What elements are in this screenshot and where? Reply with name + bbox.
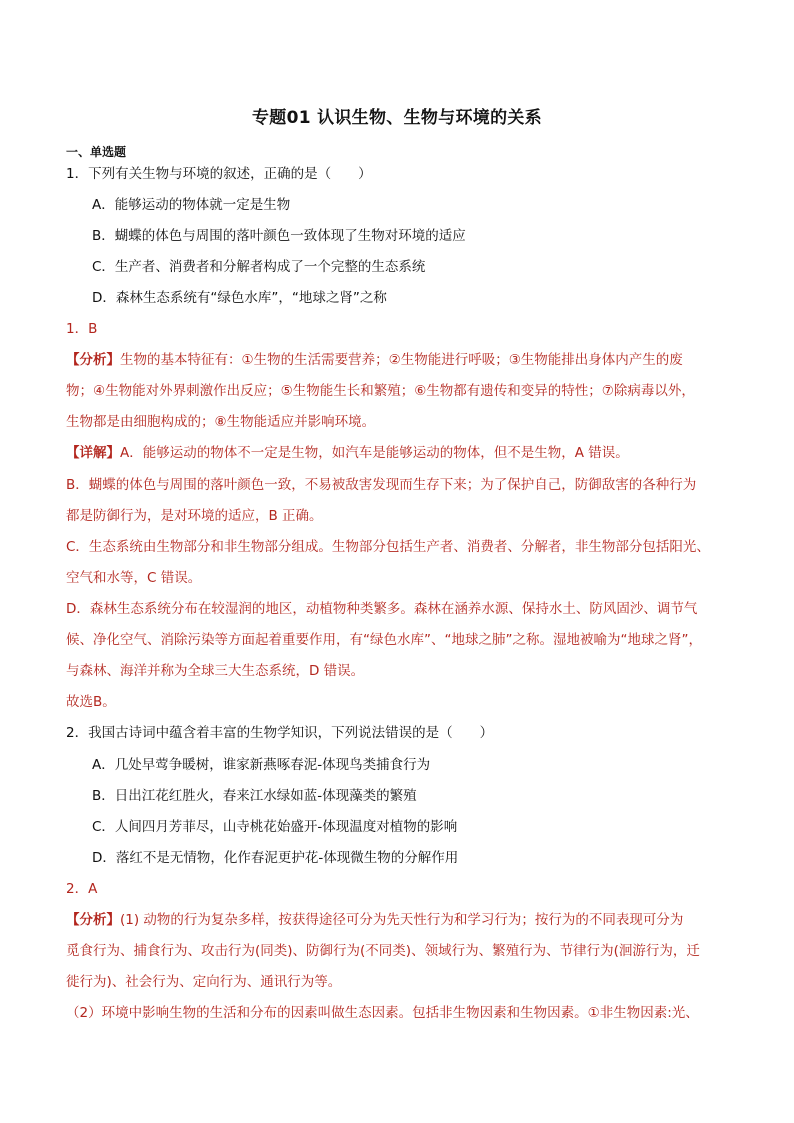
question-1-detail-line (66, 443, 736, 463)
question-2-answer: 2．A (66, 881, 98, 897)
question-2-analysis-line (66, 910, 736, 930)
question-2-analysis-line: 徙行为)、社会行为、定向行为、通讯行为等。 (66, 974, 342, 990)
question-2-option-b: B．日出江花红胜火，春来江水绿如蓝-体现藻类的繁殖 (92, 788, 417, 804)
question-1-stem: 1．下列有关生物与环境的叙述，正确的是（ ） (66, 166, 372, 182)
question-1-analysis-line (66, 350, 736, 370)
question-1-detail-line: 与森林、海洋并称为全球三大生态系统，D 错误。 (66, 663, 365, 679)
question-1-option-d: D．森林生态系统有“绿色水库”，“地球之肾”之称 (92, 290, 387, 306)
detail-tag: 【详解】 (66, 445, 120, 461)
question-1-answer: 1．B (66, 321, 98, 337)
question-1-option-b: B．蝴蝶的体色与周围的落叶颜色一致体现了生物对环境的适应 (92, 228, 466, 244)
section-heading: 一、单选题 (66, 145, 127, 159)
question-1-detail-line: D．森林生态系统分布在较湿润的地区，动植物种类繁多。森林在涵养水源、保持水土、防风固沙、调节气 (66, 601, 698, 617)
analysis-tag: 【分析】 (66, 912, 120, 928)
page-title: 专题01 认识生物、生物与环境的关系 (252, 108, 542, 128)
question-2-analysis-line: （2）环境中影响生物的生活和分布的因素叫做生态因素。包括非生物因素和生物因素。①非生物因素:光、 (66, 1005, 699, 1021)
question-2-option-d: D．落红不是无情物，化作春泥更护花-体现微生物的分解作用 (92, 850, 459, 866)
analysis-text: (1) 动物的行为复杂多样，按获得途径可分为先天性行为和学习行为；按行为的不同表现可分为 (120, 912, 684, 928)
question-1-detail-line: 候、净化空气、消除污染等方面起着重要作用，有“绿色水库”、“地球之肺”之称。湿地被喻为“地球之肾”， (66, 632, 702, 648)
analysis-text: 生物的基本特征有：①生物的生活需要营养；②生物能进行呼吸；③生物能排出身体内产生的废 (120, 352, 683, 368)
detail-text: A．能够运动的物体不一定是生物，如汽车是能够运动的物体，但不是生物，A 错误。 (120, 445, 629, 461)
question-1-detail-line: 都是防御行为，是对环境的适应，B 正确。 (66, 508, 323, 524)
question-1-detail-line: 空气和水等，C 错误。 (66, 570, 202, 586)
question-2-option-c: C．人间四月芳菲尽，山寺桃花始盛开-体现温度对植物的影响 (92, 819, 458, 835)
question-1-detail-line: B．蝴蝶的体色与周围的落叶颜色一致，不易被敌害发现而生存下来；为了保护自己，防御敌害的各种行为 (66, 477, 697, 493)
question-1-analysis-line: 生物都是由细胞构成的；⑧生物能适应并影响环境。 (66, 414, 376, 430)
question-1-analysis-line: 物；④生物能对外界刺激作出反应；⑤生物能生长和繁殖；⑥生物都有遗传和变异的特性；⑦除病毒以外， (66, 383, 695, 399)
question-1-option-a: A．能够运动的物体就一定是生物 (92, 197, 291, 213)
question-2-option-a: A．几处早莺争暖树，谁家新燕啄春泥-体现鸟类捕食行为 (92, 757, 431, 773)
question-1-conclusion: 故选B。 (66, 694, 116, 710)
question-2-stem: 2．我国古诗词中蕴含着丰富的生物学知识，下列说法错误的是（ ） (66, 725, 494, 741)
question-2-analysis-line: 觅食行为、捕食行为、攻击行为(同类)、防御行为(不同类)、领域行为、繁殖行为、节律行为(洄游行为，迁 (66, 943, 700, 959)
question-1-detail-line: C．生态系统由生物部分和非生物部分组成。生物部分包括生产者、消费者、分解者，非生物部分包括阳光、 (66, 539, 710, 555)
analysis-tag: 【分析】 (66, 352, 120, 368)
question-1-option-c: C．生产者、消费者和分解者构成了一个完整的生态系统 (92, 259, 426, 275)
